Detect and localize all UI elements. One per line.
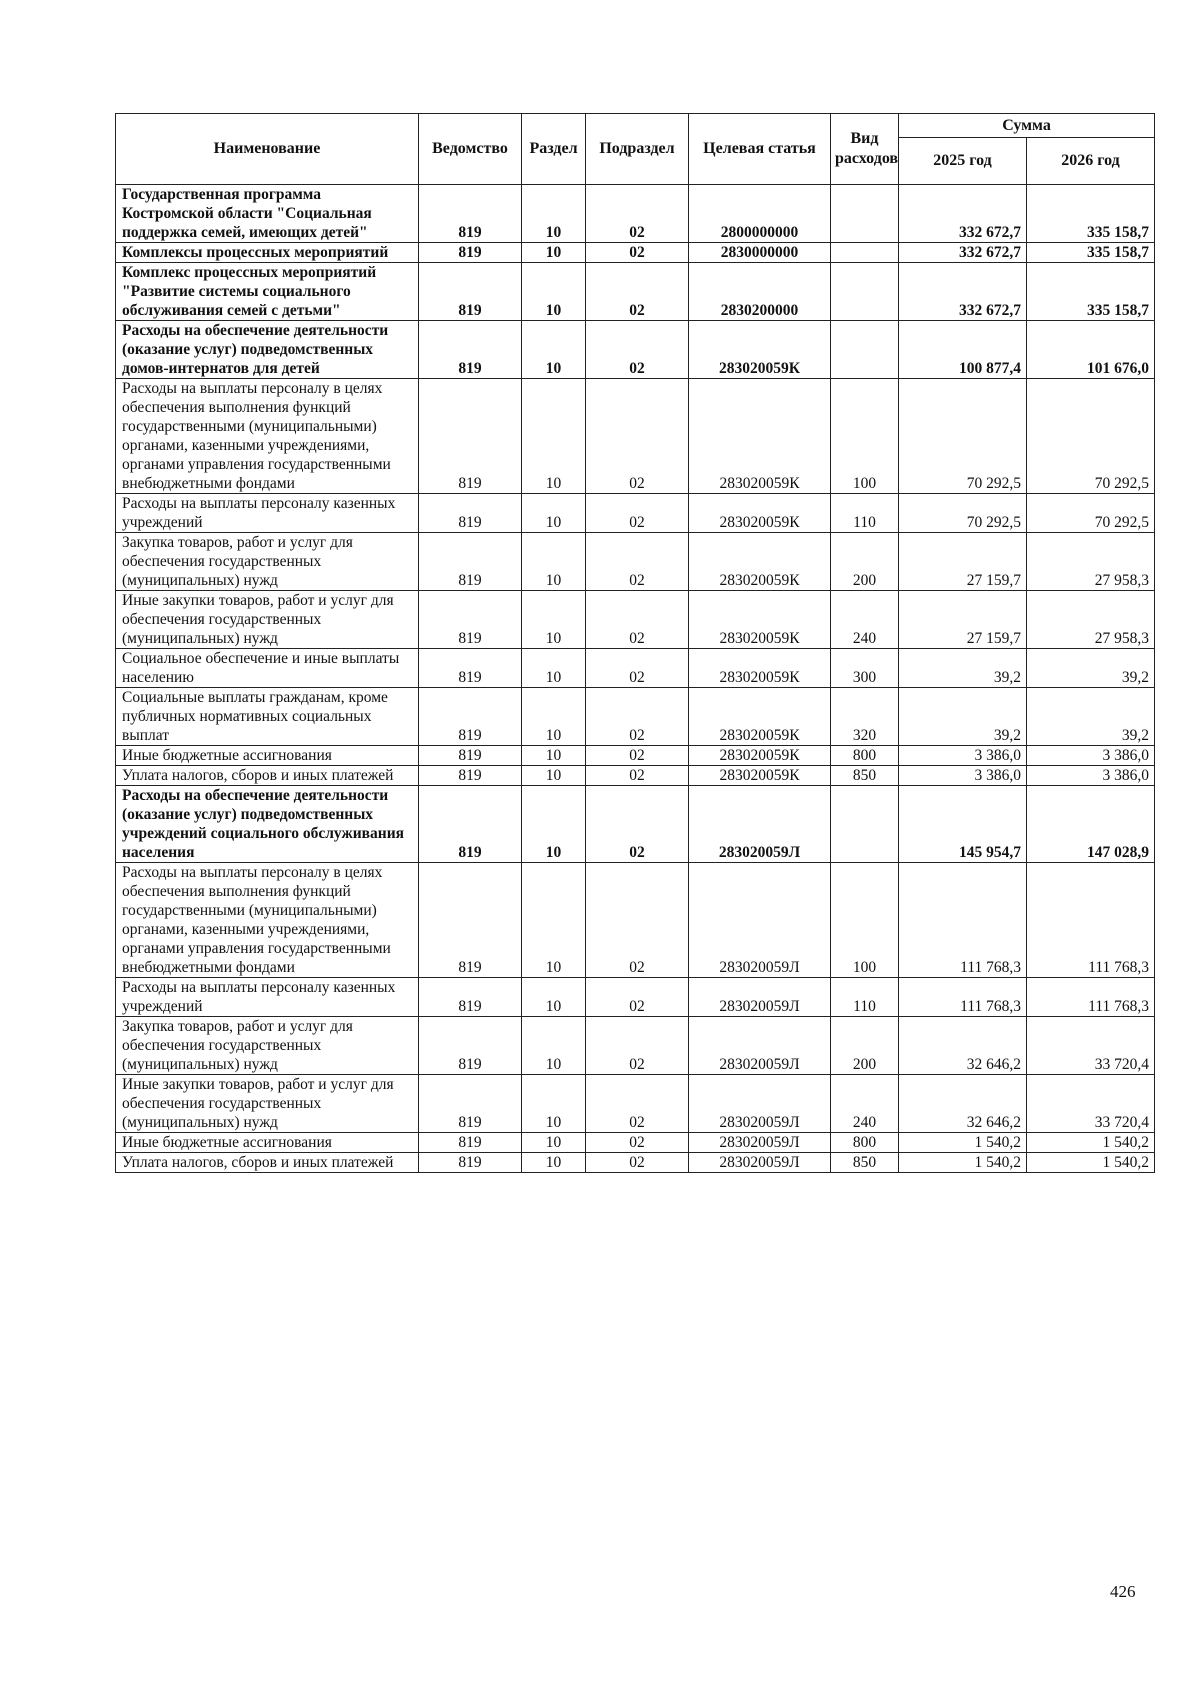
- cell-vid: 200: [831, 1017, 899, 1075]
- cell-razdel: 10: [522, 688, 586, 746]
- cell-2025: 27 159,7: [899, 533, 1027, 591]
- cell-2026: 111 768,3: [1027, 978, 1155, 1017]
- cell-podrazdel: 02: [586, 746, 689, 766]
- table-row: [116, 1153, 1155, 1173]
- cell-razdel: 10: [522, 786, 586, 863]
- cell-razdel: 10: [522, 1075, 586, 1133]
- cell-target: 283020059К: [689, 533, 831, 591]
- cell-razdel: 10: [522, 533, 586, 591]
- cell-2026: 1 540,2: [1027, 1133, 1155, 1153]
- cell-vid: [831, 243, 899, 263]
- table-row: [116, 1075, 1155, 1133]
- cell-2025: 39,2: [899, 688, 1027, 746]
- table-header: [116, 114, 1155, 185]
- cell-vid: 320: [831, 688, 899, 746]
- cell-razdel: 10: [522, 1017, 586, 1075]
- cell-name: Иные закупки товаров, работ и услуг для обеспечения государственных (муниципальных) нужд: [116, 591, 419, 649]
- cell-2025: 3 386,0: [899, 766, 1027, 786]
- cell-2026: 3 386,0: [1027, 746, 1155, 766]
- cell-target: 283020059К: [689, 321, 831, 379]
- table-row: [116, 746, 1155, 766]
- cell-2026: 27 958,3: [1027, 533, 1155, 591]
- cell-2025: 32 646,2: [899, 1017, 1027, 1075]
- cell-podrazdel: 02: [586, 321, 689, 379]
- table-row: [116, 1133, 1155, 1153]
- cell-target: 283020059Л: [689, 1075, 831, 1133]
- cell-name: Социальное обеспечение и иные выплаты населению: [116, 649, 419, 688]
- cell-2026: 101 676,0: [1027, 321, 1155, 379]
- cell-2026: 335 158,7: [1027, 185, 1155, 243]
- cell-podrazdel: 02: [586, 1153, 689, 1173]
- cell-razdel: 10: [522, 494, 586, 533]
- table-row: [116, 591, 1155, 649]
- cell-vid: 240: [831, 591, 899, 649]
- cell-podrazdel: 02: [586, 494, 689, 533]
- cell-2025: 332 672,7: [899, 263, 1027, 321]
- header-sum: Сумма: [899, 114, 1155, 138]
- cell-vedomstvo: 819: [419, 863, 522, 978]
- cell-podrazdel: 02: [586, 786, 689, 863]
- cell-name: Расходы на выплаты персоналу казенных учреждений: [116, 494, 419, 533]
- cell-podrazdel: 02: [586, 1075, 689, 1133]
- table-row: [116, 533, 1155, 591]
- cell-2026: 3 386,0: [1027, 766, 1155, 786]
- cell-name: Расходы на обеспечение деятельности (оказание услуг) подведомственных домов-интернатов для детей: [116, 321, 419, 379]
- table-row: [116, 766, 1155, 786]
- cell-vedomstvo: 819: [419, 1153, 522, 1173]
- cell-vid: 850: [831, 1153, 899, 1173]
- cell-2025: 70 292,5: [899, 379, 1027, 494]
- header-vid: Вид расходов: [831, 114, 899, 185]
- cell-2026: 335 158,7: [1027, 263, 1155, 321]
- cell-2026: 147 028,9: [1027, 786, 1155, 863]
- cell-vedomstvo: 819: [419, 591, 522, 649]
- cell-podrazdel: 02: [586, 1133, 689, 1153]
- cell-target: 283020059К: [689, 591, 831, 649]
- cell-target: 2830200000: [689, 263, 831, 321]
- cell-2025: 39,2: [899, 649, 1027, 688]
- cell-vedomstvo: 819: [419, 978, 522, 1017]
- cell-2026: 33 720,4: [1027, 1075, 1155, 1133]
- cell-vid: 850: [831, 766, 899, 786]
- cell-vid: 100: [831, 863, 899, 978]
- cell-razdel: 10: [522, 649, 586, 688]
- cell-target: 283020059К: [689, 688, 831, 746]
- cell-2026: 70 292,5: [1027, 494, 1155, 533]
- cell-podrazdel: 02: [586, 978, 689, 1017]
- cell-2026: 1 540,2: [1027, 1153, 1155, 1173]
- cell-vid: [831, 263, 899, 321]
- cell-vedomstvo: 819: [419, 494, 522, 533]
- cell-razdel: 10: [522, 379, 586, 494]
- cell-2025: 100 877,4: [899, 321, 1027, 379]
- table-row: [116, 494, 1155, 533]
- table-row: [116, 243, 1155, 263]
- cell-2026: 33 720,4: [1027, 1017, 1155, 1075]
- table-row: [116, 786, 1155, 863]
- cell-razdel: 10: [522, 321, 586, 379]
- cell-podrazdel: 02: [586, 863, 689, 978]
- cell-podrazdel: 02: [586, 185, 689, 243]
- cell-vid: 800: [831, 1133, 899, 1153]
- cell-target: 283020059К: [689, 494, 831, 533]
- cell-razdel: 10: [522, 1133, 586, 1153]
- cell-2025: 32 646,2: [899, 1075, 1027, 1133]
- cell-2025: 111 768,3: [899, 863, 1027, 978]
- header-target: Целевая статья: [689, 114, 831, 185]
- cell-vedomstvo: 819: [419, 1075, 522, 1133]
- cell-2026: 111 768,3: [1027, 863, 1155, 978]
- table-row: [116, 263, 1155, 321]
- cell-podrazdel: 02: [586, 533, 689, 591]
- cell-name: Расходы на обеспечение деятельности (оказание услуг) подведомственных учреждений социального обслуживания населения: [116, 786, 419, 863]
- cell-razdel: 10: [522, 978, 586, 1017]
- cell-2026: 70 292,5: [1027, 379, 1155, 494]
- cell-vedomstvo: 819: [419, 688, 522, 746]
- cell-razdel: 10: [522, 263, 586, 321]
- cell-name: Иные закупки товаров, работ и услуг для обеспечения государственных (муниципальных) нужд: [116, 1075, 419, 1133]
- cell-vedomstvo: 819: [419, 1017, 522, 1075]
- cell-2025: 111 768,3: [899, 978, 1027, 1017]
- cell-razdel: 10: [522, 243, 586, 263]
- cell-vedomstvo: 819: [419, 786, 522, 863]
- cell-2025: 27 159,7: [899, 591, 1027, 649]
- cell-name: Расходы на выплаты персоналу в целях обеспечения выполнения функций государственными (муниципальными) органами, казенными учреждениями, органами управления государственными внебюджетными фондами: [116, 379, 419, 494]
- cell-podrazdel: 02: [586, 649, 689, 688]
- cell-2025: 70 292,5: [899, 494, 1027, 533]
- cell-vedomstvo: 819: [419, 649, 522, 688]
- cell-vid: 300: [831, 649, 899, 688]
- cell-razdel: 10: [522, 1153, 586, 1173]
- cell-podrazdel: 02: [586, 379, 689, 494]
- cell-vedomstvo: 819: [419, 766, 522, 786]
- header-2025: 2025 год: [899, 138, 1027, 185]
- table-row: [116, 321, 1155, 379]
- cell-target: 283020059К: [689, 766, 831, 786]
- cell-vedomstvo: 819: [419, 321, 522, 379]
- cell-name: Расходы на выплаты персоналу в целях обеспечения выполнения функций государственными (муниципальными) органами, казенными учреждениями, органами управления государственными внебюджетными фондами: [116, 863, 419, 978]
- cell-name: Социальные выплаты гражданам, кроме публичных нормативных социальных выплат: [116, 688, 419, 746]
- budget-table: [115, 113, 1155, 1173]
- cell-2025: 3 386,0: [899, 746, 1027, 766]
- cell-target: 283020059Л: [689, 1133, 831, 1153]
- cell-2025: 1 540,2: [899, 1153, 1027, 1173]
- cell-vedomstvo: 819: [419, 533, 522, 591]
- cell-name: Комплексы процессных мероприятий: [116, 243, 419, 263]
- cell-2025: 1 540,2: [899, 1133, 1027, 1153]
- cell-vid: [831, 185, 899, 243]
- cell-podrazdel: 02: [586, 688, 689, 746]
- cell-vid: 240: [831, 1075, 899, 1133]
- cell-target: 283020059К: [689, 649, 831, 688]
- page-number: 426: [1110, 1582, 1136, 1601]
- cell-target: 283020059К: [689, 379, 831, 494]
- header-podrazdel: Подраздел: [586, 114, 689, 185]
- cell-name: Государственная программа Костромской области "Социальная поддержка семей, имеющих детей": [116, 185, 419, 243]
- cell-podrazdel: 02: [586, 263, 689, 321]
- header-name: Наименование: [116, 114, 419, 185]
- cell-2026: 39,2: [1027, 688, 1155, 746]
- table-row: [116, 649, 1155, 688]
- cell-razdel: 10: [522, 591, 586, 649]
- cell-name: Иные бюджетные ассигнования: [116, 1133, 419, 1153]
- cell-2026: 39,2: [1027, 649, 1155, 688]
- cell-vid: 100: [831, 379, 899, 494]
- cell-target: 2800000000: [689, 185, 831, 243]
- cell-name: Закупка товаров, работ и услуг для обеспечения государственных (муниципальных) нужд: [116, 1017, 419, 1075]
- table-row: [116, 1017, 1155, 1075]
- cell-razdel: 10: [522, 863, 586, 978]
- cell-name: Иные бюджетные ассигнования: [116, 746, 419, 766]
- cell-podrazdel: 02: [586, 1017, 689, 1075]
- cell-2026: 27 958,3: [1027, 591, 1155, 649]
- header-2026: 2026 год: [1027, 138, 1155, 185]
- cell-name: Уплата налогов, сборов и иных платежей: [116, 766, 419, 786]
- cell-target: 2830000000: [689, 243, 831, 263]
- cell-name: Расходы на выплаты персоналу казенных учреждений: [116, 978, 419, 1017]
- cell-vedomstvo: 819: [419, 379, 522, 494]
- cell-razdel: 10: [522, 766, 586, 786]
- cell-razdel: 10: [522, 746, 586, 766]
- cell-name: Уплата налогов, сборов и иных платежей: [116, 1153, 419, 1173]
- cell-razdel: 10: [522, 185, 586, 243]
- table-row: [116, 978, 1155, 1017]
- table-row: [116, 688, 1155, 746]
- cell-vid: 800: [831, 746, 899, 766]
- cell-target: 283020059Л: [689, 1017, 831, 1075]
- cell-2025: 332 672,7: [899, 243, 1027, 263]
- cell-name: Комплекс процессных мероприятий "Развитие системы социального обслуживания семей с детьми": [116, 263, 419, 321]
- cell-target: 283020059Л: [689, 978, 831, 1017]
- cell-vid: [831, 786, 899, 863]
- cell-target: 283020059Л: [689, 786, 831, 863]
- cell-vedomstvo: 819: [419, 243, 522, 263]
- cell-vid: 110: [831, 978, 899, 1017]
- cell-target: 283020059Л: [689, 863, 831, 978]
- cell-vedomstvo: 819: [419, 1133, 522, 1153]
- cell-podrazdel: 02: [586, 243, 689, 263]
- cell-vid: 110: [831, 494, 899, 533]
- cell-podrazdel: 02: [586, 766, 689, 786]
- table-body: [116, 185, 1155, 1173]
- cell-vid: 200: [831, 533, 899, 591]
- cell-2025: 332 672,7: [899, 185, 1027, 243]
- table-row: [116, 863, 1155, 978]
- cell-vedomstvo: 819: [419, 746, 522, 766]
- table-row: [116, 379, 1155, 494]
- cell-podrazdel: 02: [586, 591, 689, 649]
- header-razdel: Раздел: [522, 114, 586, 185]
- table-row: [116, 185, 1155, 243]
- header-vedomstvo: Ведомство: [419, 114, 522, 185]
- cell-2025: 145 954,7: [899, 786, 1027, 863]
- cell-2026: 335 158,7: [1027, 243, 1155, 263]
- cell-vedomstvo: 819: [419, 185, 522, 243]
- cell-vedomstvo: 819: [419, 263, 522, 321]
- cell-vid: [831, 321, 899, 379]
- cell-name: Закупка товаров, работ и услуг для обеспечения государственных (муниципальных) нужд: [116, 533, 419, 591]
- cell-target: 283020059Л: [689, 1153, 831, 1173]
- cell-target: 283020059К: [689, 746, 831, 766]
